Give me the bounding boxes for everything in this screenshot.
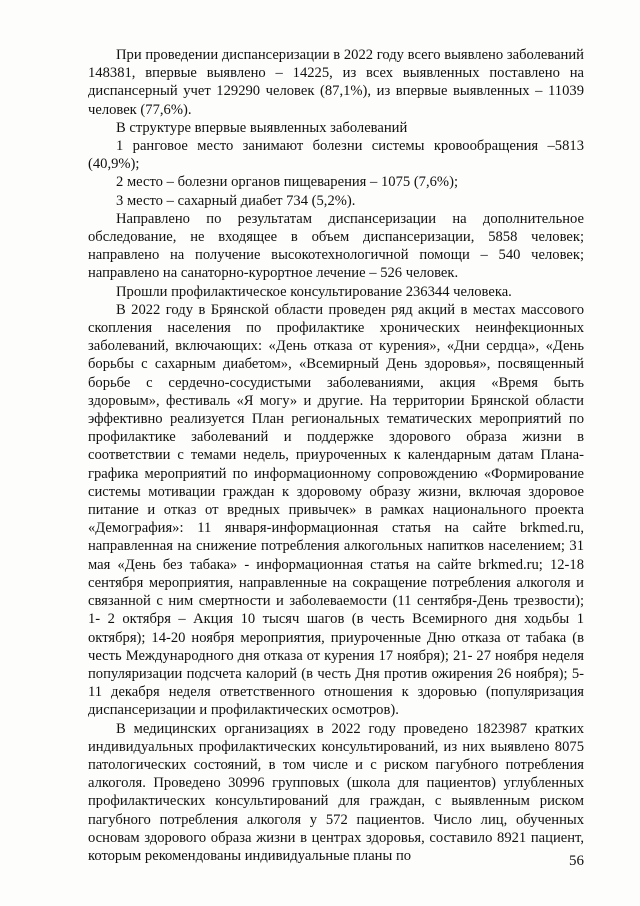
paragraph-campaigns: В 2022 году в Брянской области проведен ряд акций в местах массового скопления населения по профилактике хронических неинфекционных заболеваний, включающих: «День отказа от курения», «Дни сердца», «День борьбы с сахарным диабетом», «Всемирный День здоровья», посвященный борьбе с сердечно-сосудистыми заболеваниями, акция «Время быть здоровым», фестиваль «Я могу» и другие. На территории Брянской области эффективно реализуется План региональных тематических мероприятий по профилактике заболеваний и поддержке здорового образа жизни в соответствии с темами недель, приуроченных к календарным датам Плана-графика мероприятий по информационному сопровождению «Формирование системы мотивации граждан к здоровому образу жизни, включая здоровое питание и отказ от вредных привычек» в рамках национального проекта «Демография»: 11 января-информационная статья на сайте brkmed.ru, направленная на снижение потребления алкогольных напитков населением; 31 мая «День без табака» - информационная статья на сайте brkmed.ru; 12-18 сентября мероприятия, направленные на сокращение потребления алкоголя и связанной с ним смертности и заболеваемости (11 сентября-День трезвости); 1- 2 октября – Акция 10 тысяч шагов (в честь Всемирного дня ходьбы 1 октября); 14-20 ноября мероприятия, приуроченные Дню отказа от табака (в честь Международного дня отказа от курения 17 ноября); 21- 27 ноября неделя популяризации подсчета калорий (в честь Дня против ожирения 26 ноября); 5- 11 декабря неделя ответственного отношения к здоровью (популяризация диспансеризации и профилактических осмотров). <box>88 301 584 719</box>
paragraph-consultations: Прошли профилактическое консультирование 236344 человека. <box>116 283 512 300</box>
paragraph-dispensary-results: При проведении диспансеризации в 2022 году всего выявлено заболеваний 148381, впервые выявлено – 14225, из всех выявленных поставлено на диспансерный учет 129290 человек (87,1%), из впервые выявленных – 11039 человек (77,6%). <box>88 47 584 118</box>
paragraph-rank-2: 2 место – болезни органов пищеварения – 1075 (7,6%); <box>116 174 458 191</box>
paragraph-referrals: Направлено по результатам диспансеризации на дополнительное обследование, не входящее в объем диспансеризации, 5858 человек; направлено на получение высокотехнологичной помощи – 540 человек; направлено на санаторно-курортное лечение – 526 человек. <box>88 210 584 282</box>
paragraph-structure-heading: В структуре впервые выявленных заболеваний <box>116 119 408 136</box>
document-body <box>88 46 584 865</box>
page-number: 56 <box>569 853 584 869</box>
paragraph-rank-3: 3 место – сахарный диабет 734 (5,2%). <box>116 192 356 209</box>
paragraph-rank-1: 1 ранговое место занимают болезни системы кровообращения –5813 (40,9%); <box>88 138 584 173</box>
paragraph-medical-organizations: В медицинских организациях в 2022 году проведено 1823987 кратких индивидуальных профилактических консультирований, из них выявлено 8075 патологических состояний, в том числе и с риском пагубного потребления алкоголя. Проведено 30996 групповых (школа для пациентов) углубленных профилактических консультирований для граждан, с выявленным риском пагубного потребления алкоголя у 572 пациентов. Число лиц, обученных основам здорового образа жизни в центрах здоровья, составило 8921 пациент, которым рекомендованы индивидуальные планы по <box>88 720 584 864</box>
